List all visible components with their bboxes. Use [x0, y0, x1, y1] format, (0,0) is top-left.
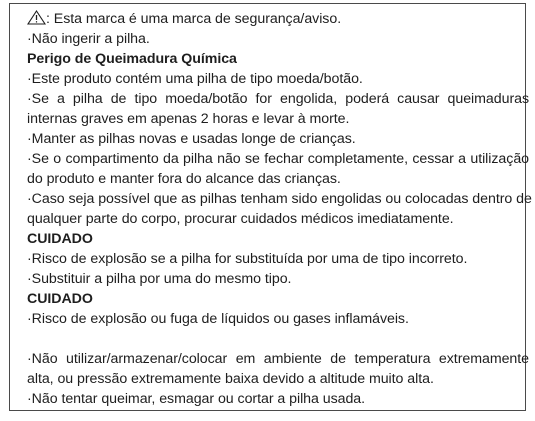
list-item: ·Risco de explosão ou fuga de líquidos ou gases inflamáveis. [27, 311, 409, 327]
list-item: ·Este produto contém uma pilha de tipo moeda/botão. [27, 71, 363, 87]
list-item: ·Não utilizar/armazenar/colocar em ambiente de temperatura extremamente [27, 351, 529, 367]
heading-caution: CUIDADO [27, 291, 93, 307]
warning-box [9, 3, 532, 411]
list-item: ·Não ingerir a pilha. [27, 31, 150, 47]
heading-chemical-burn: Perigo de Queimadura Química [27, 51, 237, 67]
list-item-continuation: do produto e manter fora do alcance das crianças. [27, 171, 341, 187]
symbol-note-text: : Esta marca é uma marca de segurança/aviso. [46, 11, 342, 27]
heading-caution: CUIDADO [27, 231, 93, 247]
list-item: ·Manter as pilhas novas e usadas longe de crianças. [27, 131, 356, 147]
list-item-continuation: internas graves em apenas 2 horas e levar à morte. [27, 111, 350, 127]
list-item: ·Se o compartimento da pilha não se fechar completamente, cessar a utilização [27, 151, 529, 167]
list-item-continuation: qualquer parte do corpo, procurar cuidados médicos imediatamente. [27, 211, 454, 227]
list-item: ·Se a pilha de tipo moeda/botão for engolida, poderá causar queimaduras [27, 91, 529, 107]
list-item: ·Caso seja possível que as pilhas tenham sido engolidas ou colocadas dentro de [27, 191, 532, 207]
list-item: ·Substituir a pilha por uma do mesmo tipo. [27, 271, 292, 287]
warning-triangle-icon [27, 10, 46, 25]
list-item-continuation: alta, ou pressão extremamente baixa devido a altitude muito alta. [27, 371, 434, 387]
list-item: ·Não tentar queimar, esmagar ou cortar a pilha usada. [27, 391, 366, 407]
symbol-note-line [27, 9, 529, 29]
list-item: ·Risco de explosão se a pilha for substituída por uma de tipo incorreto. [27, 251, 468, 267]
